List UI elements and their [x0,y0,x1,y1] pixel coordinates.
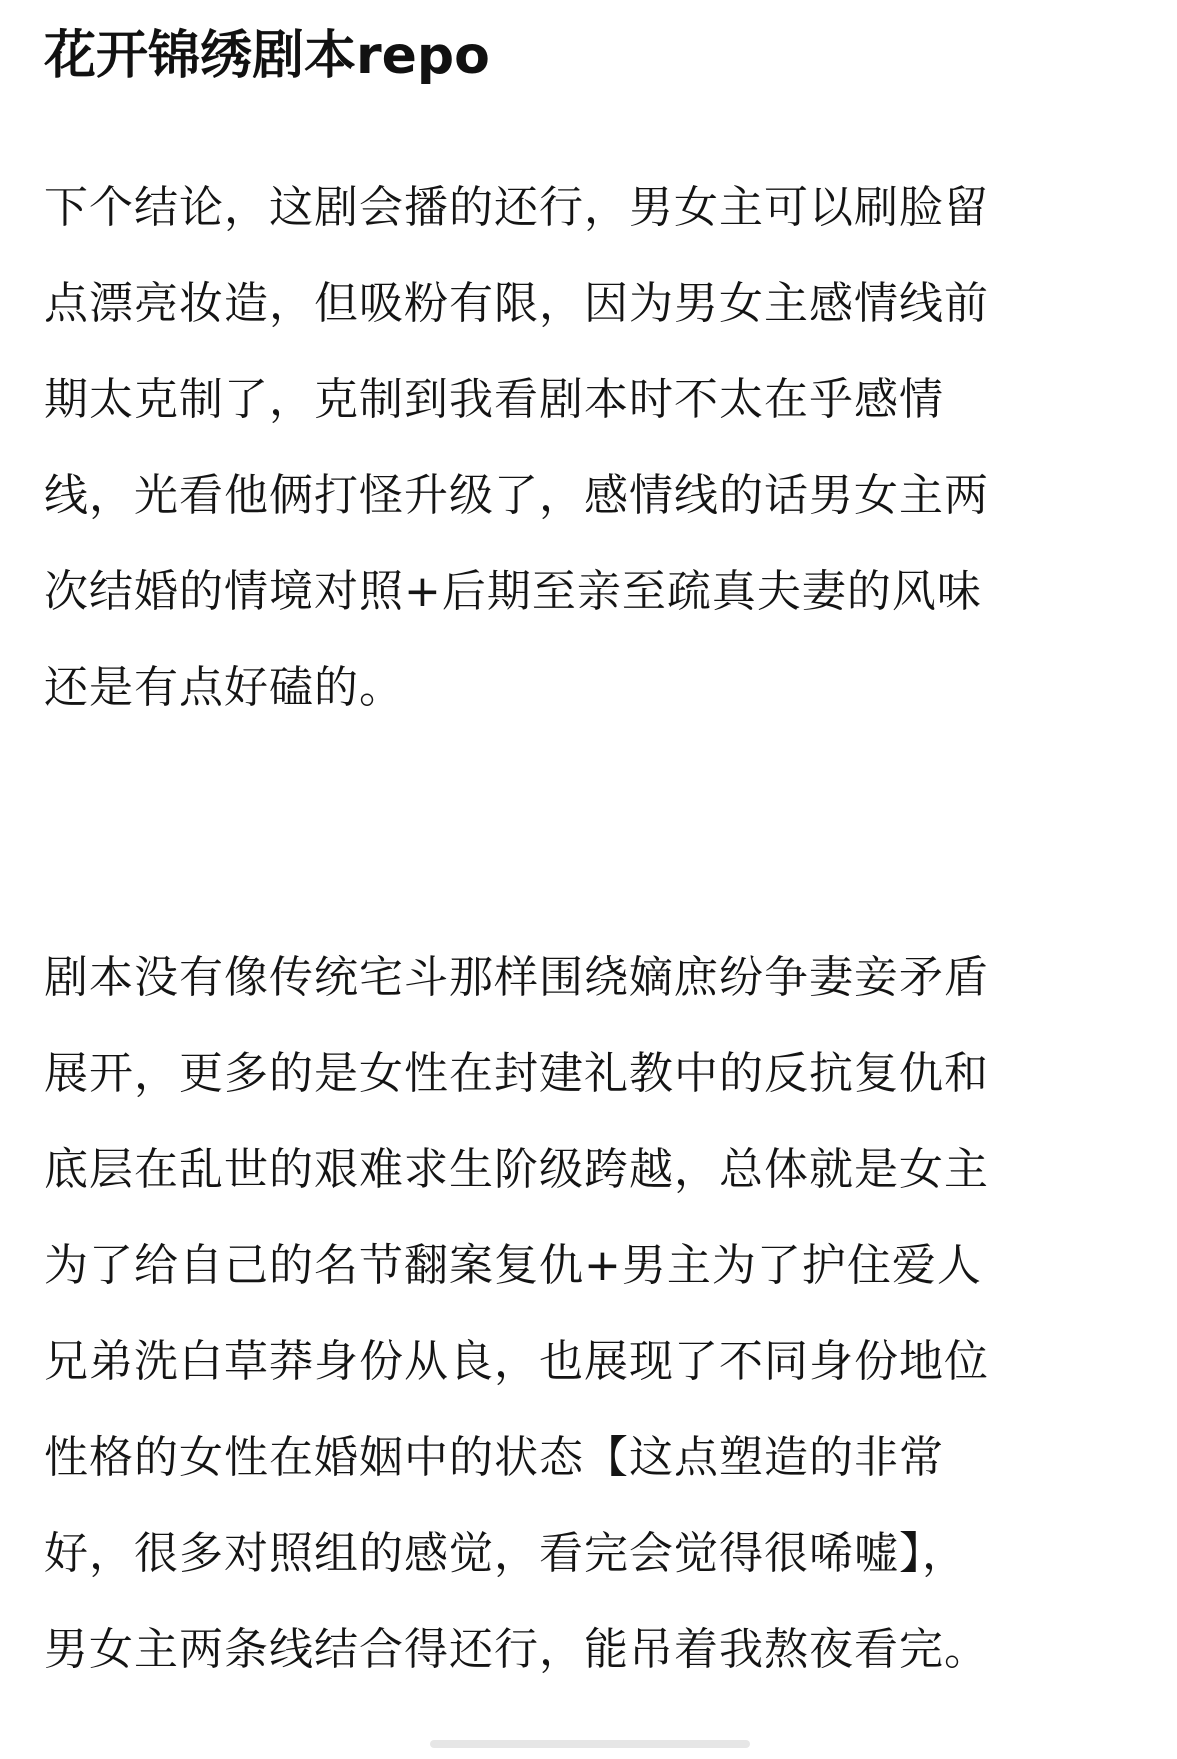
text-line: 好，很多对照组的感觉，看完会觉得很唏嘘】， [44,1528,967,1579]
text-line: 底层在乱世的艰难求生阶级跨越，总体就是女主 [44,1144,989,1195]
text-line: 性格的女性在婚姻中的状态【这点塑造的非常 [44,1432,944,1483]
post-title: 花开锦绣剧本repo [44,26,490,86]
scroll-handle[interactable] [430,1740,750,1748]
text-line: 期太克制了，克制到我看剧本时不太在乎感情 [44,374,944,425]
text-line: 点漂亮妆造，但吸粉有限，因为男女主感情线前 [44,278,989,329]
text-line: 剧本没有像传统宅斗那样围绕嫡庶纷争妻妾矛盾 [44,952,989,1003]
text-line: 男女主两条线结合得还行，能吊着我熬夜看完。 [44,1624,989,1675]
text-line: 下个结论，这剧会播的还行，男女主可以刷脸留 [44,182,989,233]
text-line: 线，光看他俩打怪升级了，感情线的话男女主两 [44,470,989,521]
text-line: 次结婚的情境对照+后期至亲至疏真夫妻的风味 [44,566,982,617]
paragraph-conclusion [44,160,1144,736]
text-line: 展开，更多的是女性在封建礼教中的反抗复仇和 [44,1048,989,1099]
paragraph-script-summary [44,930,1144,1698]
text-line: 还是有点好磕的。 [44,662,404,713]
text-line: 为了给自己的名节翻案复仇+男主为了护住爱人 [44,1240,982,1291]
text-line: 兄弟洗白草莽身份从良，也展现了不同身份地位 [44,1336,989,1387]
